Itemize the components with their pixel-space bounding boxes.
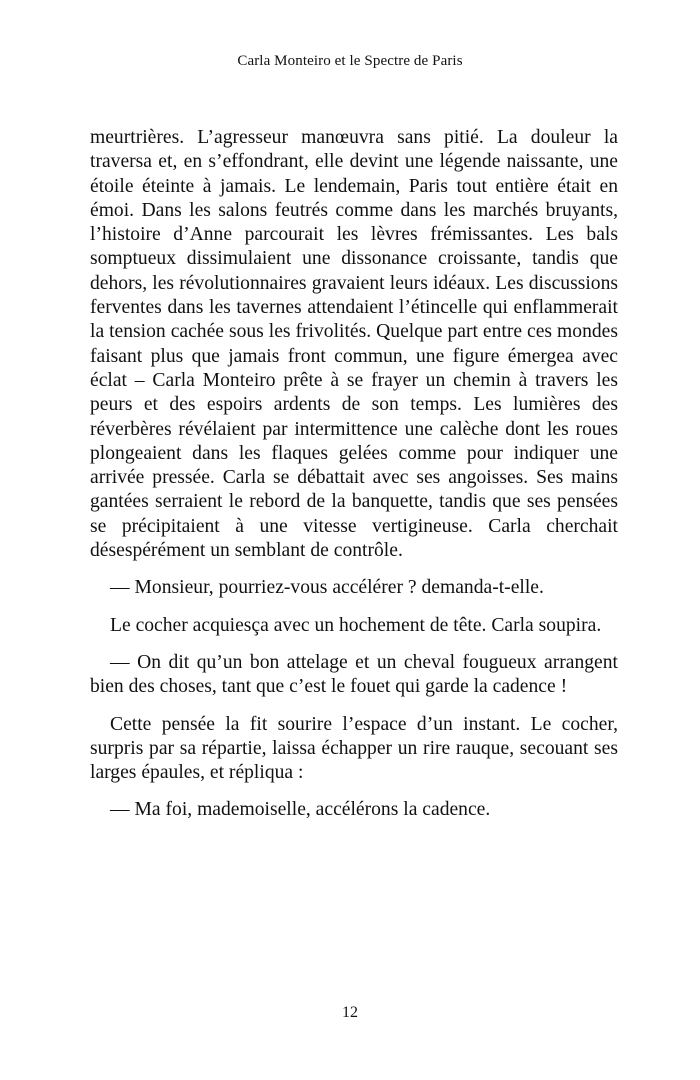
paragraph: — On dit qu’un bon attelage et un cheval fougueux arrangent bien des choses, tant que c’est le fouet qui garde la cadence ! [90, 651, 618, 698]
running-head-title: Carla Monteiro et le Spectre de Paris [237, 53, 463, 69]
paragraph: — Ma foi, mademoiselle, accélérons la cadence. [110, 799, 491, 821]
paragraph: meurtrières. L’agresseur manœuvra sans pitié. La douleur la traversa et, en s’effondrant, elle devint une légende naissante, une étoile éteinte à jamais. Le lendemain, Paris tout entière était en émoi. Dans les salons feutrés comme dans les marchés bruyants, l’histoire d’Anne parcourait les lèvres frémissantes. Les bals somptueux dissimulaient une dissonance croissante, tandis que dehors, les révolutionnaires gravaient leurs idéaux. Les discussions ferventes dans les tavernes attendaient l’étincelle qui enflammerait la tension cachée sous les frivolités. Quelque part entre ces mondes faisant plus que jamais front commun, une figure émergea avec éclat – Carla Monteiro prête à se frayer un chemin à travers les peurs et des espoirs ardents de son temps. Les lumières des réverbères révélaient par intermittence une calèche dont les roues plongeaient dans les flaques gelées comme pour indiquer une arrivée pressée. Carla se débattait avec ses angoisses. Ses mains gantées serraient le rebord de la banquette, tandis que ses pensées se précipitaient à une vitesse vertigineuse. Carla cherchait désespérément un semblant de contrôle. [90, 127, 618, 562]
paragraph: — Monsieur, pourriez-vous accélérer ? demanda-t-elle. [110, 577, 544, 599]
body-text [90, 126, 618, 823]
paragraph: Cette pensée la fit sourire l’espace d’un instant. Le cocher, surpris par sa répartie, laissa échapper un rire rauque, secouant ses larges épaules, et répliqua : [90, 713, 618, 784]
page-number: 12 [342, 1004, 358, 1021]
paragraph: Le cocher acquiesça avec un hochement de tête. Carla soupira. [110, 614, 602, 636]
